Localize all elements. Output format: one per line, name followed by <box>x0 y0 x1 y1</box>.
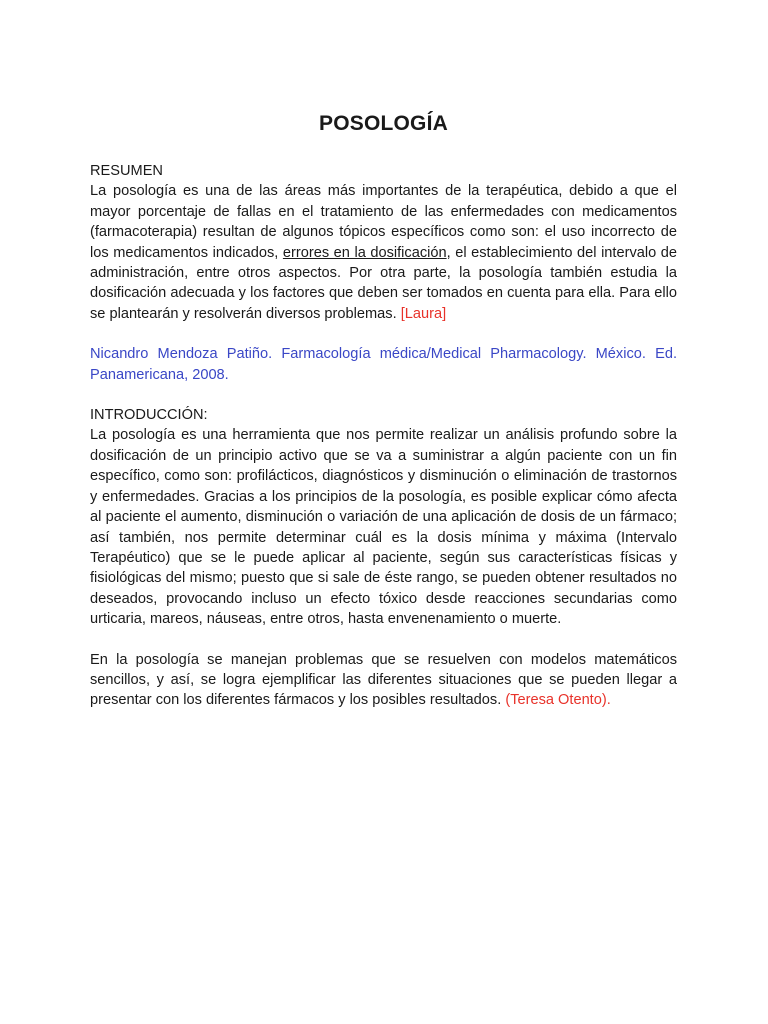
introduccion-paragraph-2-container <box>90 650 677 711</box>
resumen-underlined-text: errores en la dosificación <box>282 244 447 261</box>
document-title: POSOLOGÍA <box>319 112 448 135</box>
spacer <box>90 324 677 344</box>
spacer <box>90 630 677 650</box>
spacer <box>90 385 677 405</box>
introduccion-paragraph-1: La posología es una herramienta que nos permite realizar un análisis profundo sobre la dosificación de un principio activo que se va a suministrar a algún paciente con un fin específico, como son: profilácticos, diagnósticos y disminución o eliminación de trastornos y enfermedades. Gracias a los principios de la posología, es posible explicar cómo afecta al paciente el aumento, disminución o variación de una aplicación de dosis de un fármaco; así también, nos permite determinar cuál es la dosis mínima y máxima (Intervalo Terapéutico) que se le puede aplicar al paciente, según sus características físicas y fisiológicas del mismo; puesto que si sale de éste rango, se pueden obtener resultados no deseados, provocando incluso un efecto tóxico desde reacciones secundarias como urticaria, mareos, náuseas, entre otros, hasta envenenamiento o muerte. <box>90 427 677 628</box>
resumen-section <box>90 161 677 324</box>
introduccion-author: (Teresa Otento). <box>505 692 611 709</box>
resumen-text-part1: La posología es una de las áreas más importantes de la terapéutica, debido a que el mayor porcentaje de fallas en el tratamiento de las enfermedades con medicamentos (farmacoterapia) resultan de algunos tópicos específicos como son: el uso incorrecto de los medicamentos indicados, <box>90 183 677 261</box>
resumen-author: [Laura] <box>400 305 447 322</box>
resumen-heading: RESUMEN <box>90 163 163 179</box>
introduccion-paragraph-2: En la posología se manejan problemas que se resuelven con modelos matemáticos sencillos, y así, se logra ejemplificar las diferentes situaciones que se pueden llegar a presentar con los diferentes fármacos y los posibles resultados. <box>90 651 677 709</box>
introduccion-section <box>90 405 677 629</box>
reference-citation: Nicandro Mendoza Patiño. Farmacología médica/Medical Pharmacology. México. Ed. Panamericana, 2008. <box>90 346 677 383</box>
document-page <box>90 110 677 711</box>
resumen-text-part2: , el establecimiento del intervalo de administración, entre otros aspectos. Por otra parte, la posología también estudia la dosificación adecuada y los factores que deben ser tomados en cuenta para ella. Para ello se plantearán y resolverán diversos problemas. <box>90 244 678 322</box>
introduccion-heading: INTRODUCCIÓN: <box>90 407 208 424</box>
